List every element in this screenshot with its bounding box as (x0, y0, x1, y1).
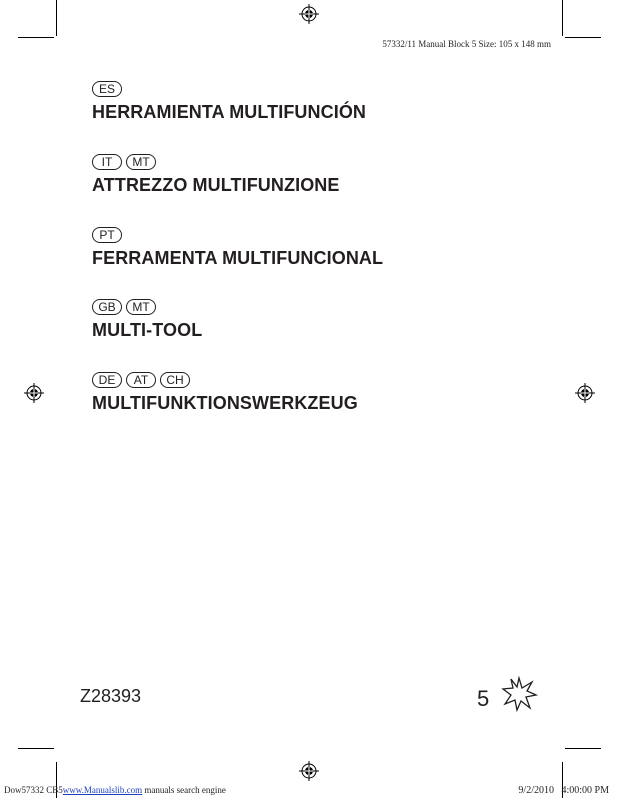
language-badge-es: ES (92, 81, 122, 97)
sparkle-star-icon (500, 676, 538, 712)
registration-mark-left-icon (24, 383, 44, 403)
footer-code: 57332 CB5 (21, 785, 63, 795)
footer-datetime (518, 785, 609, 796)
print-info-header: 57332/11 Manual Block 5 Size: 105 x 148 mm (382, 39, 551, 49)
crop-mark-bottom-right-h (565, 748, 601, 749)
manualslib-link[interactable]: www.Manualslib.com (62, 785, 143, 795)
language-badge-ch: CH (160, 372, 190, 388)
language-section-es (92, 80, 366, 123)
footer-date: 9/2/2010 (518, 785, 554, 796)
section-title-gb: MULTI-TOOL (92, 320, 203, 340)
footer-time: 4:00:00 PM (561, 785, 609, 796)
language-badge-gb: GB (92, 299, 122, 315)
language-badge-it: IT (92, 154, 122, 170)
registration-mark-top-icon (299, 4, 319, 24)
registration-mark-bottom-icon (299, 761, 319, 781)
crop-mark-top-left-v (56, 0, 57, 36)
language-section-de-at-ch (92, 371, 358, 414)
footer-suffix: manuals search engine (142, 785, 226, 795)
section-title-pt: FERRAMENTA MULTIFUNCIONAL (92, 248, 384, 268)
language-badge-at: AT (126, 372, 156, 388)
language-badge-pt: PT (92, 227, 122, 243)
language-badge-mt-2: MT (126, 299, 156, 315)
language-section-it-mt (92, 153, 340, 196)
language-section-pt (92, 226, 383, 269)
footer-source-line (4, 785, 226, 795)
page-number: 5 (477, 686, 490, 711)
language-section-gb-mt (92, 298, 202, 341)
section-title-es: HERRAMIENTA MULTIFUNCIÓN (92, 102, 367, 122)
crop-mark-top-right-h (565, 37, 601, 38)
crop-mark-top-left-h (18, 37, 54, 38)
crop-mark-top-right-v (562, 0, 563, 36)
section-title-it: ATTREZZO MULTIFUNZIONE (92, 175, 340, 195)
crop-mark-bottom-left-h (18, 748, 54, 749)
section-title-de: MULTIFUNKTIONSWERKZEUG (92, 393, 358, 413)
model-number: Z28393 (80, 686, 142, 706)
language-badge-de: DE (92, 372, 122, 388)
language-badge-mt: MT (126, 154, 156, 170)
registration-mark-right-icon (575, 383, 595, 403)
footer-prefix: Dow (4, 785, 22, 795)
